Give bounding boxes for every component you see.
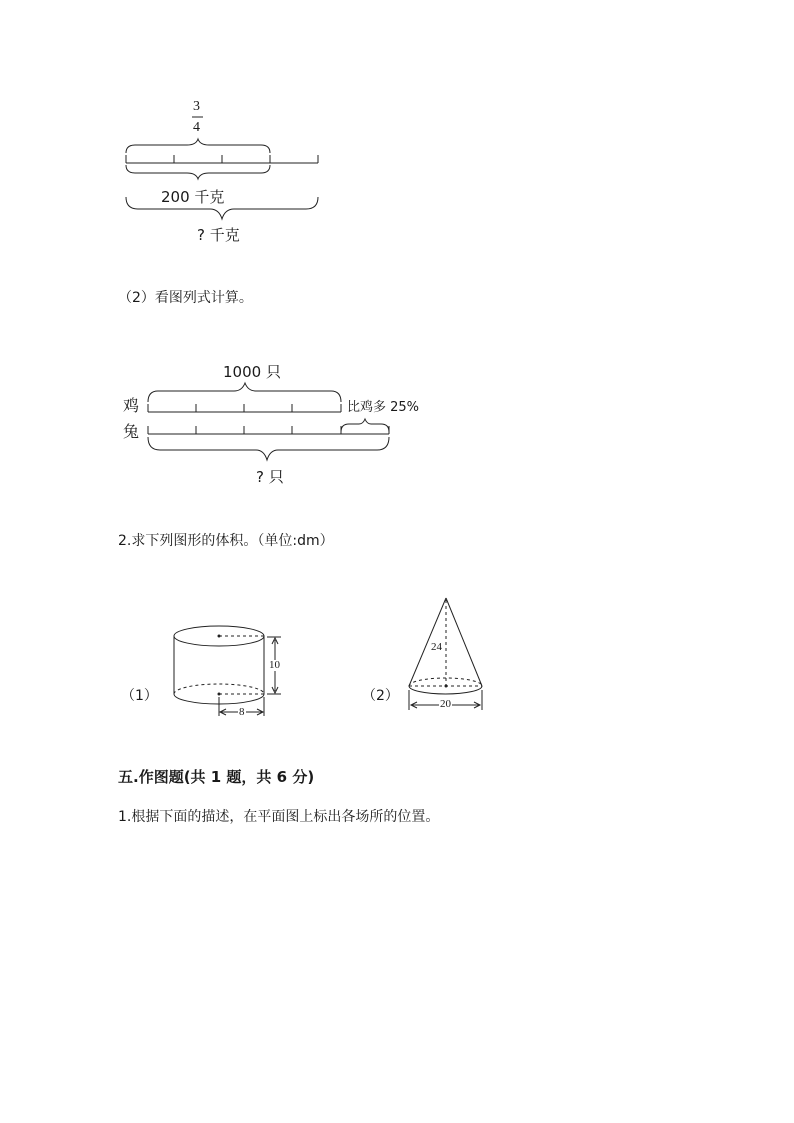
- total-label: ? 千克: [197, 226, 240, 244]
- problem-text: 1.根据下面的描述，在平面图上标出各场所的位置。: [118, 809, 440, 825]
- cone-center-dot: [445, 685, 448, 688]
- section-title: 五.作图题(共 1 题，共 6 分): [118, 768, 315, 786]
- row-label-rabbit: 兔: [123, 422, 140, 441]
- total-label: ? 只: [256, 468, 284, 486]
- diameter-label: 20: [440, 698, 451, 710]
- figure-label: （2）: [362, 688, 399, 704]
- figure-label: （1）: [121, 688, 158, 704]
- height-label: 24: [431, 641, 442, 653]
- radius-label: 8: [239, 706, 245, 718]
- part-label: 200 千克: [161, 188, 225, 206]
- more-label: 比鸡多 25%: [347, 400, 420, 415]
- fraction-denominator: 4: [193, 120, 200, 135]
- top-label: 1000 只: [223, 363, 281, 381]
- fraction-numerator: 3: [193, 99, 200, 114]
- height-label: 10: [269, 659, 280, 671]
- cone-right-edge: [446, 598, 482, 686]
- problem-title: 2.求下列图形的体积。（单位:dm）: [118, 533, 334, 549]
- question-label: （2）看图列式计算。: [118, 290, 253, 306]
- row-label-chicken: 鸡: [123, 396, 140, 415]
